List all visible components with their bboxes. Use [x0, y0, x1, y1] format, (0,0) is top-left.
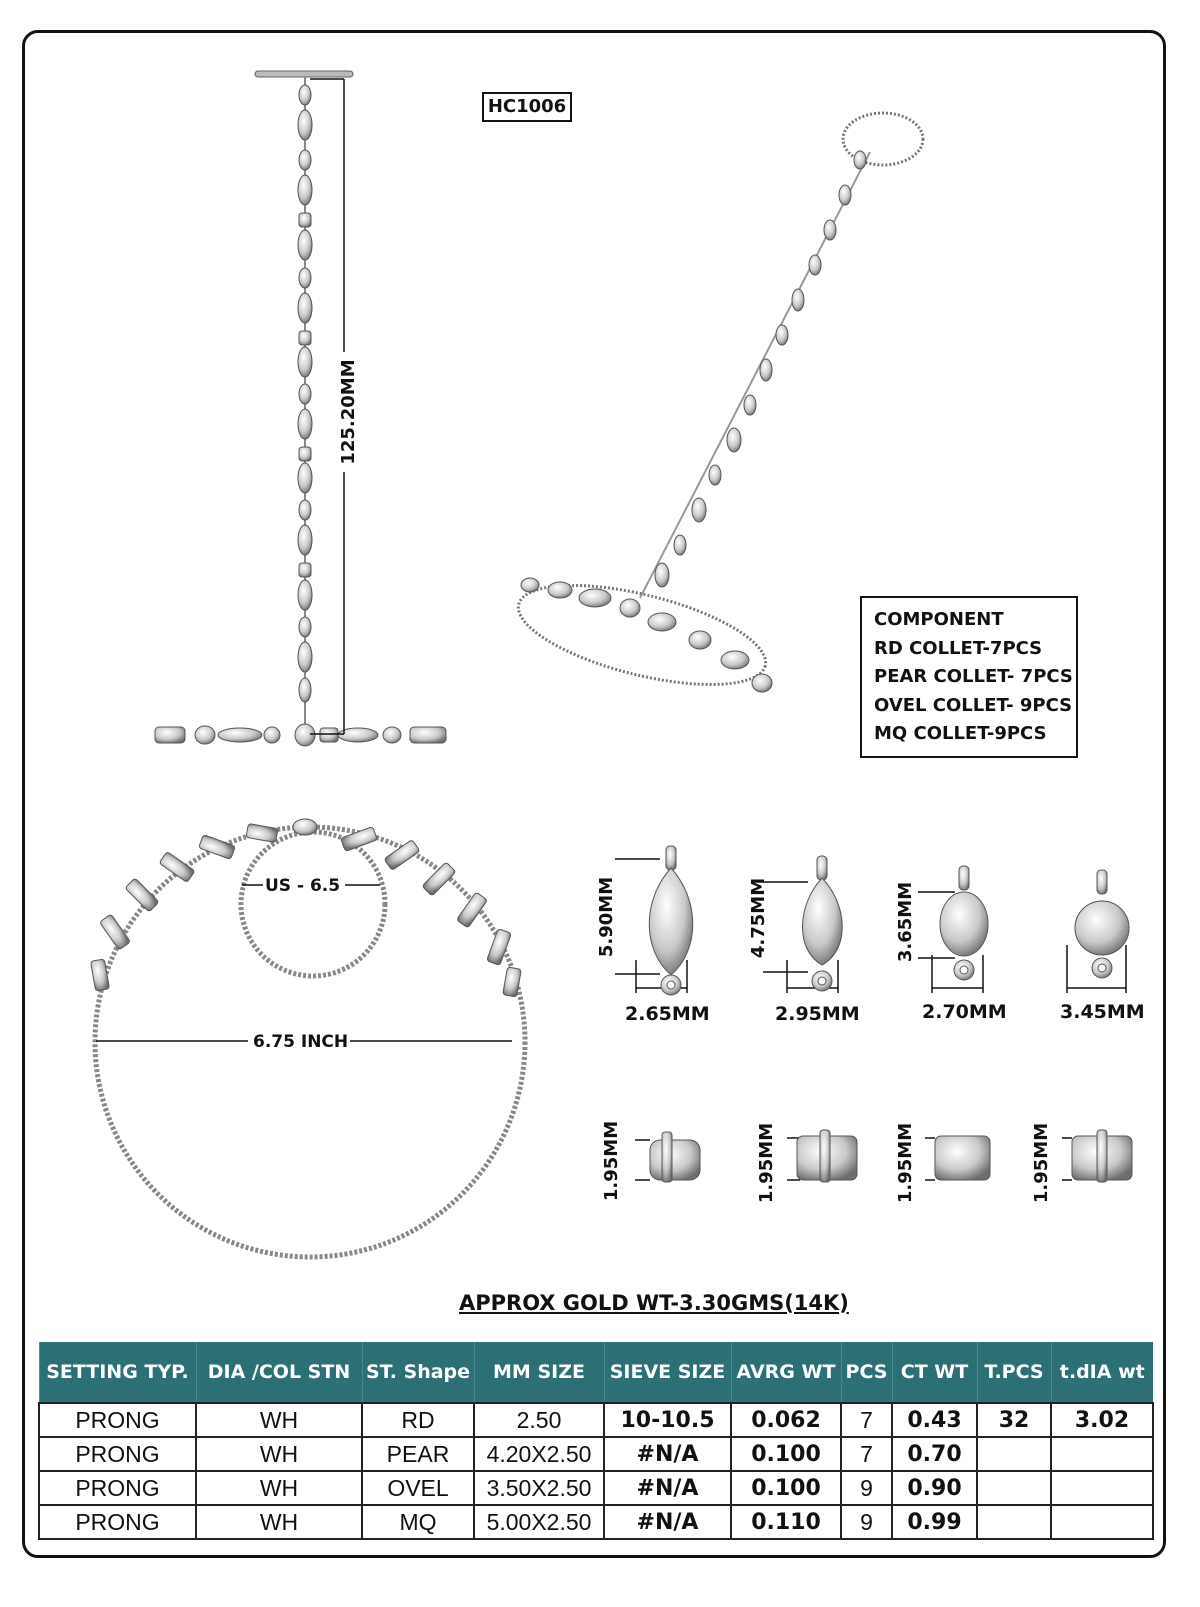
collet-width-label: 2.95MM: [775, 1003, 860, 1025]
table-cell: 0.100: [731, 1471, 841, 1505]
table-row: [39, 1437, 1153, 1471]
collet-width-label: 2.70MM: [922, 1001, 1007, 1023]
collet-height-label: 4.75MM: [748, 877, 769, 959]
table-cell: PRONG: [39, 1471, 196, 1505]
column-header: MM SIZE: [474, 1342, 604, 1403]
table-cell: 32: [977, 1403, 1051, 1437]
table-cell: PRONG: [39, 1403, 196, 1437]
product-code: HC1006: [482, 92, 572, 122]
table-cell: 0.70: [892, 1437, 977, 1471]
table-cell: RD: [362, 1403, 474, 1437]
gold-weight-title: APPROX GOLD WT-3.30GMS(14K): [459, 1291, 849, 1315]
stone-spec-table: [38, 1342, 1154, 1540]
column-header: PCS: [841, 1342, 892, 1403]
column-header: t.dIA wt: [1051, 1342, 1153, 1403]
table-cell: PRONG: [39, 1505, 196, 1539]
table-cell: [977, 1471, 1051, 1505]
table-cell: 0.110: [731, 1505, 841, 1539]
table-cell: 0.99: [892, 1505, 977, 1539]
column-header: SETTING TYP.: [39, 1342, 196, 1403]
table-cell: 0.100: [731, 1437, 841, 1471]
table-cell: 4.20X2.50: [474, 1437, 604, 1471]
table-cell: 10-10.5: [604, 1403, 731, 1437]
collet-height-label: 5.90MM: [596, 876, 617, 958]
component-item: PEAR COLLET- 7PCS: [874, 666, 1073, 687]
table-header-row: [39, 1342, 1153, 1403]
table-cell: [977, 1505, 1051, 1539]
component-item: RD COLLET-7PCS: [874, 637, 1043, 659]
collet-side-views: [635, 1130, 1132, 1182]
table-cell: 0.90: [892, 1471, 977, 1505]
table-row: [39, 1505, 1153, 1539]
table-cell: [1051, 1505, 1153, 1539]
column-header: CT WT: [892, 1342, 977, 1403]
table-cell: 5.00X2.50: [474, 1505, 604, 1539]
length-dimension-label: 125.20MM: [338, 352, 362, 472]
table-cell: 2.50: [474, 1403, 604, 1437]
component-list: [860, 596, 1078, 758]
collet-depth-label: 1.95MM: [1031, 1122, 1052, 1204]
collet-height-label: 3.65MM: [895, 881, 916, 963]
table-cell: WH: [196, 1505, 362, 1539]
table-cell: MQ: [362, 1505, 474, 1539]
table-cell: [977, 1437, 1051, 1471]
table-cell: 0.43: [892, 1403, 977, 1437]
table-cell: PRONG: [39, 1437, 196, 1471]
front-view: [155, 71, 446, 746]
table-cell: #N/A: [604, 1505, 731, 1539]
bracelet-size-label: 6.75 INCH: [253, 1032, 349, 1052]
collet-width-label: 3.45MM: [1060, 1001, 1145, 1023]
component-title: COMPONENT: [874, 609, 1004, 630]
column-header: ST. Shape: [362, 1342, 474, 1403]
table-cell: OVEL: [362, 1471, 474, 1505]
table-cell: [1051, 1437, 1153, 1471]
table-cell: 3.02: [1051, 1403, 1153, 1437]
table-cell: 9: [841, 1505, 892, 1539]
collet-depth-label: 1.95MM: [756, 1122, 777, 1204]
table-cell: #N/A: [604, 1437, 731, 1471]
column-header: T.PCS: [977, 1342, 1051, 1403]
collet-width-label: 2.65MM: [625, 1003, 710, 1025]
component-item: OVEL COLLET- 9PCS: [874, 694, 1073, 716]
table-cell: 0.062: [731, 1403, 841, 1437]
table-cell: WH: [196, 1437, 362, 1471]
table-cell: WH: [196, 1471, 362, 1505]
column-header: SIEVE SIZE: [604, 1342, 731, 1403]
table-cell: 7: [841, 1437, 892, 1471]
table-row: [39, 1471, 1153, 1505]
component-item: MQ COLLET-9PCS: [874, 723, 1047, 744]
collet-depth-label: 1.95MM: [895, 1122, 916, 1204]
table-row: [39, 1403, 1153, 1437]
collet-depth-label: 1.95MM: [601, 1120, 622, 1202]
table-cell: PEAR: [362, 1437, 474, 1471]
table-cell: 9: [841, 1471, 892, 1505]
collet-front-views: [615, 846, 1129, 995]
column-header: DIA /COL STN: [196, 1342, 362, 1403]
table-cell: WH: [196, 1403, 362, 1437]
table-cell: 7: [841, 1403, 892, 1437]
table-cell: 3.50X2.50: [474, 1471, 604, 1505]
table-cell: [1051, 1471, 1153, 1505]
column-header: AVRG WT: [731, 1342, 841, 1403]
table-cell: #N/A: [604, 1471, 731, 1505]
ring-size-label: US - 6.5: [265, 876, 341, 896]
